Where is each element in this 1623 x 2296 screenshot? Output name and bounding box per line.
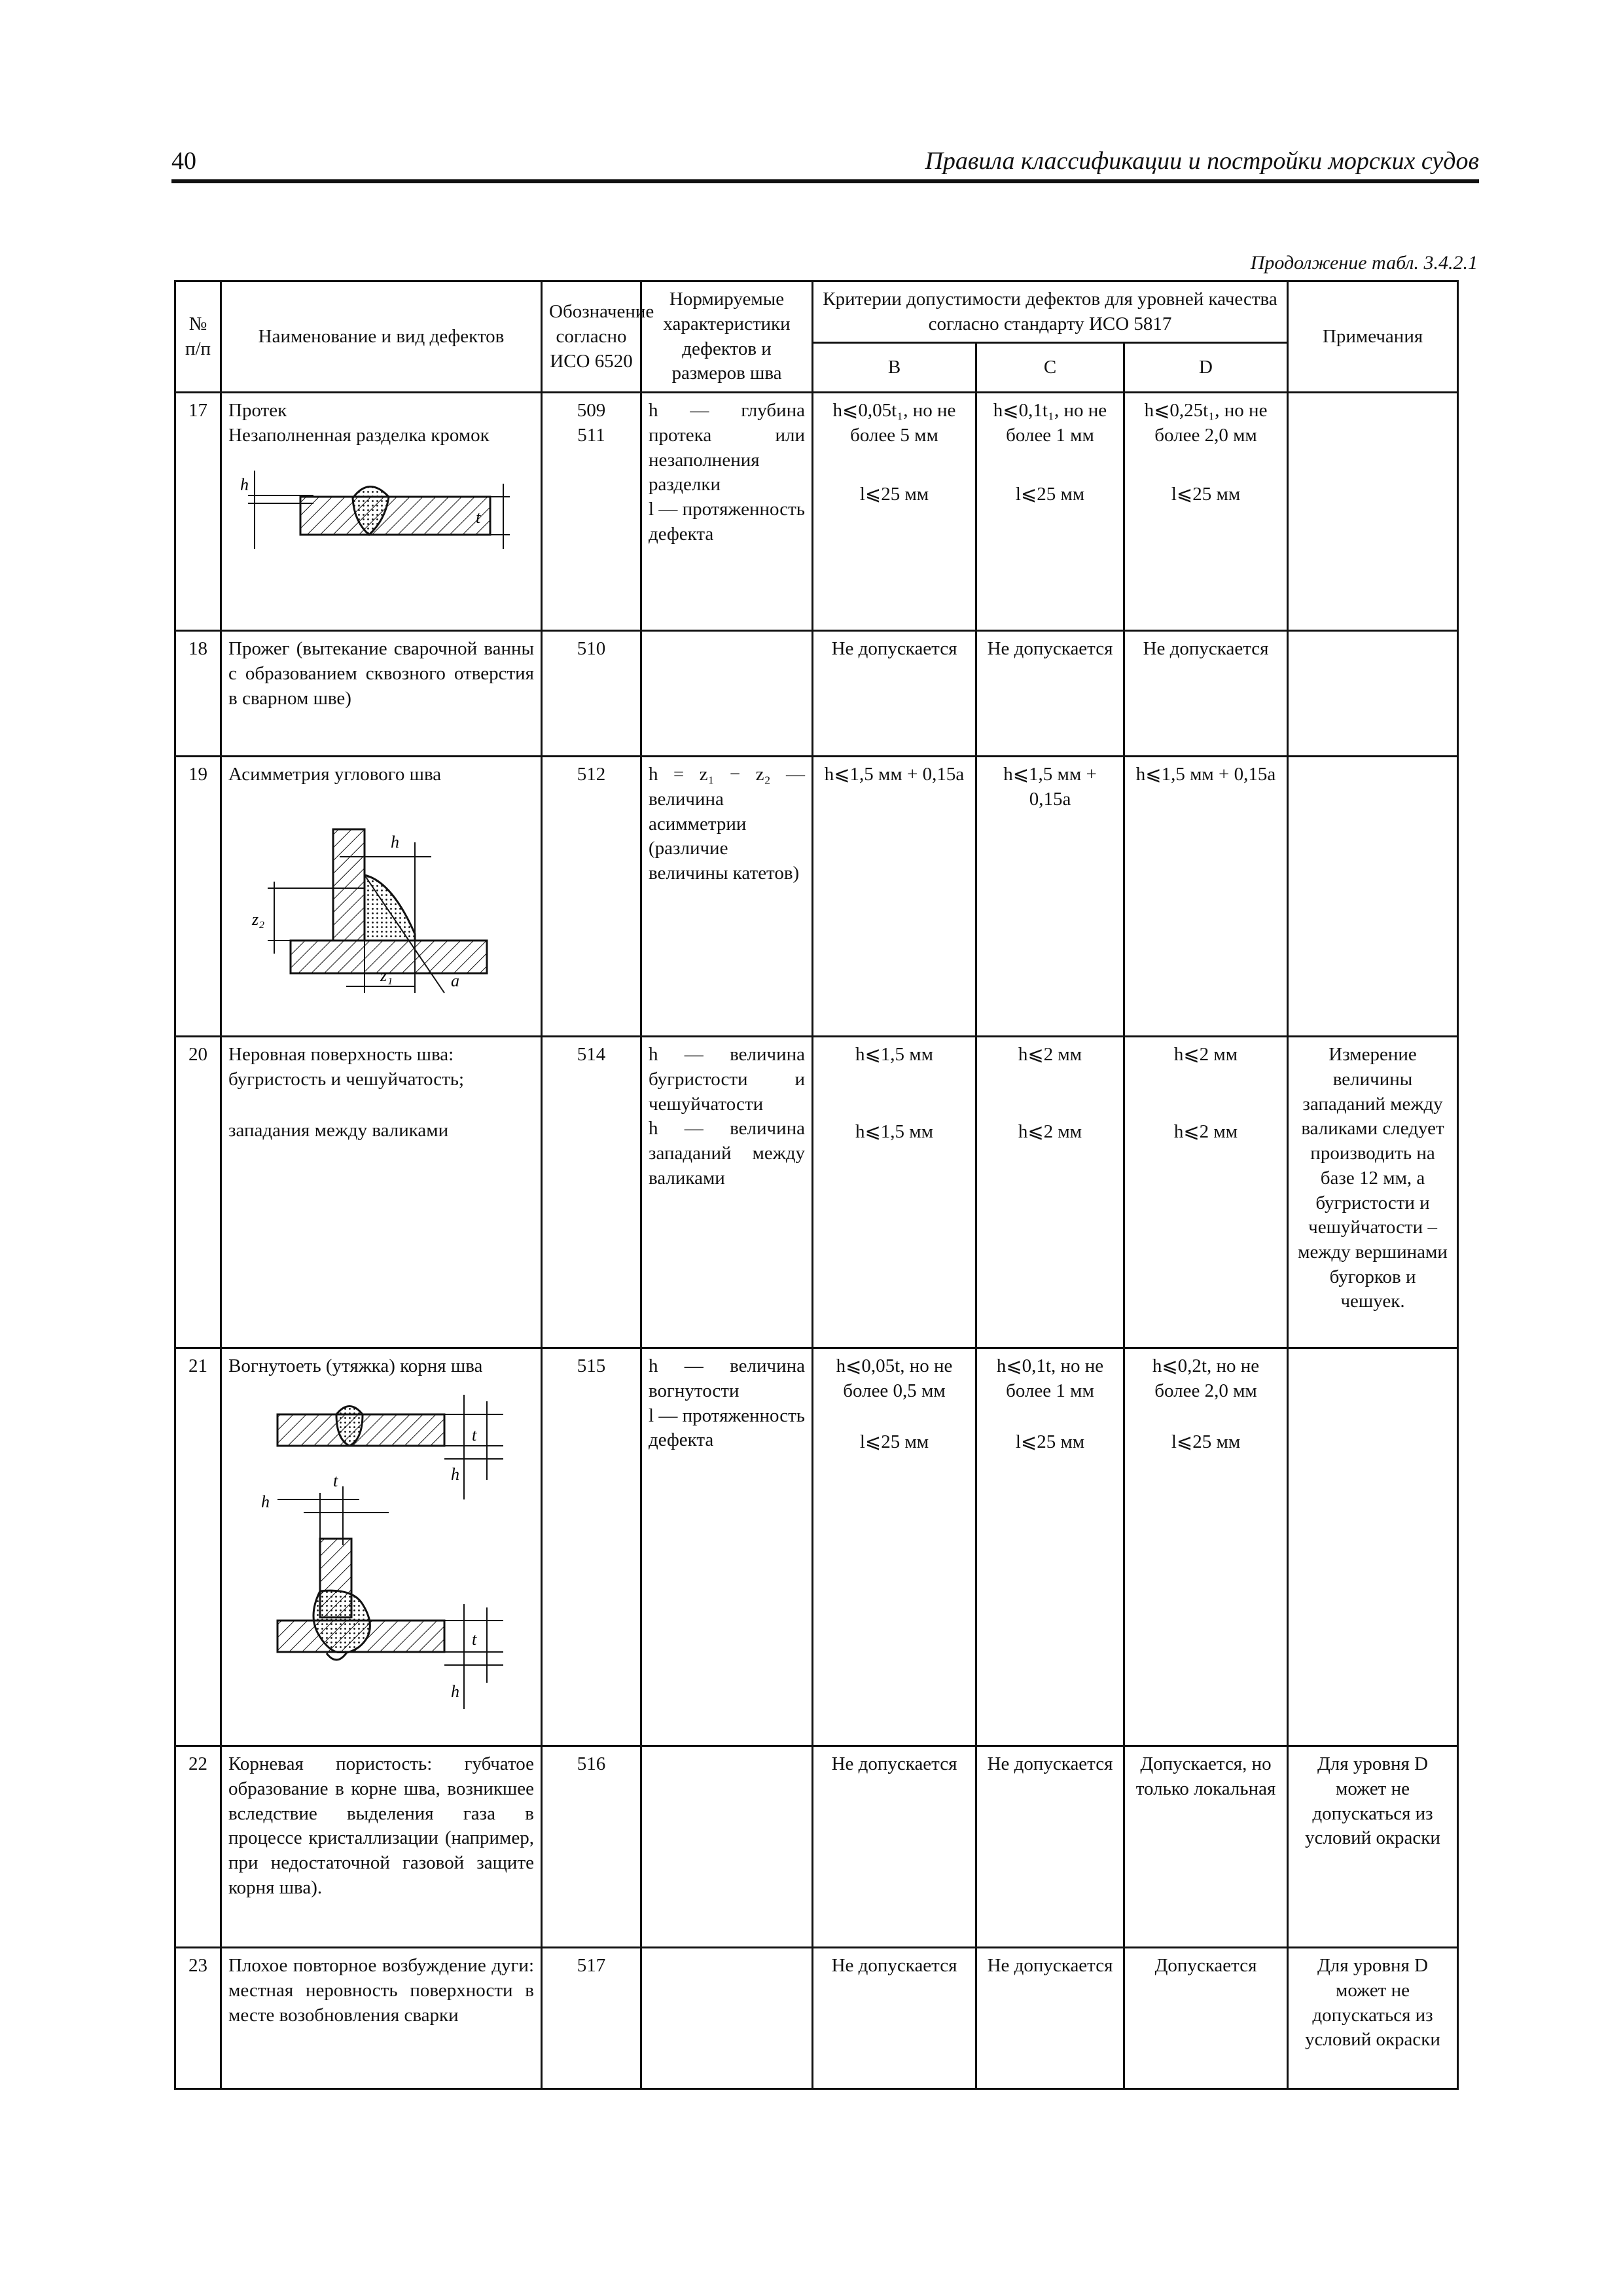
defect-name-cell (221, 757, 542, 1037)
designation-code: 511 (577, 425, 605, 446)
criterion-text: Не допускается (813, 631, 976, 757)
criterion-text: h⩽2 мм (1018, 1121, 1082, 1143)
characteristics-cell (641, 1037, 813, 1348)
level-d-cell (1124, 1037, 1288, 1348)
note-text: Для уровня D может не допускаться из условий окраски (1288, 1746, 1458, 1948)
level-b-cell (813, 1037, 976, 1348)
characteristics-cell (641, 1348, 813, 1746)
criterion-text: l⩽25 мм (1171, 483, 1241, 505)
row-number: 17 (175, 393, 221, 631)
designation-code: 517 (542, 1948, 641, 2089)
col-header-designation: Обозначение согласно ИСО 6520 (542, 281, 641, 393)
fig-label-z1: z₁ (380, 966, 393, 986)
page-number: 40 (171, 147, 196, 175)
table-row-22 (175, 1746, 1458, 1948)
fig-label-t: t (476, 507, 481, 527)
fig-label-a: a (451, 971, 459, 991)
criterion-text: h⩽0,05t, но не более 0,5 мм (836, 1355, 953, 1402)
designation-cell (542, 393, 641, 631)
defect-name-cell (221, 393, 542, 631)
characteristics-cell (641, 1746, 813, 1948)
criterion-text: Не допускается (976, 631, 1124, 757)
col-header-level-c: C (976, 343, 1124, 393)
weld-diagram-root-concavity (228, 1388, 534, 1715)
row-number: 20 (175, 1037, 221, 1348)
criterion-text: l⩽25 мм (1015, 483, 1085, 505)
level-d-cell (1124, 1348, 1288, 1746)
defect-name: Незаполненная разделка кромок (228, 425, 490, 446)
page-header (171, 139, 1479, 183)
characteristic-text: h = z₁ − z₂ — величина асимметрии (различие величины катетов) (641, 757, 813, 1037)
designation-code: 516 (542, 1746, 641, 1948)
level-c-cell (976, 1348, 1124, 1746)
designation-code: 512 (542, 757, 641, 1037)
criterion-text: h⩽2 мм (1018, 1044, 1082, 1066)
criterion-text: l⩽25 мм (859, 483, 929, 505)
criterion-text: Допускается (1124, 1948, 1288, 2089)
criterion-text: Допускается, но только локальная (1124, 1746, 1288, 1948)
characteristic-text: h — величина бугристости и чешуйчатости (649, 1044, 805, 1115)
running-title: Правила классификации и постройки морских судов (925, 147, 1479, 175)
defect-name: Плохое повторное возбуждение дуги: местная неровность поверхности в месте возобновления сварки (221, 1948, 542, 2089)
table-row-21 (175, 1348, 1458, 1746)
fig-label-h: h (261, 1492, 270, 1512)
defect-name: Неровная поверхность шва: бугристость и чешуйчатость; (228, 1044, 465, 1090)
fig-label-t: t (333, 1471, 338, 1491)
col-header-num: № п/п (175, 281, 221, 393)
row-number: 19 (175, 757, 221, 1037)
level-b-cell (813, 393, 976, 631)
row-number: 23 (175, 1948, 221, 2089)
notes-cell (1288, 631, 1458, 757)
defect-name: Асимметрия углового шва (228, 764, 442, 785)
row-number: 18 (175, 631, 221, 757)
designation-code: 509 (577, 400, 606, 422)
characteristic-text: h — величина западаний между валиками (649, 1118, 805, 1189)
criterion-text: h⩽0,2t, но не более 2,0 мм (1152, 1355, 1260, 1402)
fig-label-h: h (240, 475, 249, 494)
criterion-text: h⩽0,25t₁, но не более 2,0 мм (1144, 400, 1268, 446)
defect-name: западания между валиками (228, 1119, 449, 1141)
defect-name-cell (221, 1348, 542, 1746)
fig-label-t: t (472, 1630, 477, 1649)
level-b-cell (813, 1348, 976, 1746)
col-header-level-d: D (1124, 343, 1288, 393)
col-header-characteristics: Нормируемые характеристики дефектов и размеров шва (641, 281, 813, 393)
characteristics-cell (641, 1948, 813, 2089)
criterion-text: Не допускается (976, 1948, 1124, 2089)
notes-cell (1288, 393, 1458, 631)
criterion-text: Не допускается (976, 1746, 1124, 1948)
row-number: 22 (175, 1746, 221, 1948)
characteristics-cell (641, 393, 813, 631)
criterion-text: h⩽0,1t₁, но не более 1 мм (993, 400, 1107, 446)
fig-label-z2: z₂ (252, 910, 265, 929)
note-text: Измерение величины западаний между валиками следует производить на базе 12 мм, а бугристости и чешуйчатости – между вершинами бугорков и чешуек. (1288, 1037, 1458, 1348)
designation-code: 510 (542, 631, 641, 757)
notes-cell (1288, 1348, 1458, 1746)
criterion-text: h⩽1,5 мм + 0,15a (813, 757, 976, 1037)
defect-name: Вогнутоеть (утяжка) корня шва (228, 1355, 483, 1377)
col-header-level-b: B (813, 343, 976, 393)
defect-name: Прожег (вытекание сварочной ванны с образованием сквозного отверстия в сварном шве) (221, 631, 542, 757)
fig-label-t: t (472, 1426, 477, 1445)
criterion-text: Не допускается (813, 1948, 976, 2089)
level-c-cell (976, 393, 1124, 631)
level-d-cell (1124, 393, 1288, 631)
characteristic-text: h — величина вогнутости (649, 1355, 805, 1402)
defect-name: Протек (228, 400, 287, 422)
table-row-23 (175, 1948, 1458, 2089)
criterion-text: Не допускается (813, 1746, 976, 1948)
criterion-text: h⩽1,5 мм + 0,15a (1124, 757, 1288, 1037)
table-row-17 (175, 393, 1458, 631)
characteristic-text: h — глубина протека или незаполнения разделки (649, 400, 805, 495)
defect-name: Корневая пористость: губчатое образование в корне шва, возникшее вследствие выделения газа в процессе кристаллизации (например, при недостаточной газовой защите корня шва). (221, 1746, 542, 1948)
characteristic-text: l — протяженность дефекта (649, 1405, 805, 1451)
criterion-text: h⩽2 мм (1173, 1044, 1238, 1066)
table-row-18 (175, 631, 1458, 757)
note-text: Для уровня D может не допускаться из условий окраски (1288, 1948, 1458, 2089)
criterion-text: Не допускается (1124, 631, 1288, 757)
fig-label-h: h (451, 1465, 459, 1484)
criterion-text: l⩽25 мм (1171, 1431, 1241, 1452)
criterion-text: h⩽1,5 мм (855, 1044, 933, 1066)
criterion-text: l⩽25 мм (1015, 1431, 1085, 1452)
fig-label-h: h (391, 833, 399, 852)
characteristics-cell (641, 631, 813, 757)
criterion-text: h⩽2 мм (1173, 1121, 1238, 1143)
criterion-text: h⩽1,5 мм + 0,15a (976, 757, 1124, 1037)
designation-code: 514 (542, 1037, 641, 1348)
defect-name-cell (221, 1037, 542, 1348)
level-c-cell (976, 1037, 1124, 1348)
col-header-criteria: Критерии допустимости дефектов для уровней качества согласно стандарту ИСО 5817 (813, 281, 1288, 343)
row-number: 21 (175, 1348, 221, 1746)
col-header-name: Наименование и вид дефектов (221, 281, 542, 393)
table-row-20 (175, 1037, 1458, 1348)
notes-cell (1288, 757, 1458, 1037)
table-row-19 (175, 757, 1458, 1037)
defects-table (174, 280, 1459, 2090)
criterion-text: h⩽1,5 мм (855, 1121, 933, 1143)
fig-label-h: h (451, 1682, 459, 1702)
table-continuation-note: Продолжение табл. 3.4.2.1 (1250, 252, 1478, 274)
criterion-text: h⩽0,05t₁, но не более 5 мм (832, 400, 956, 446)
weld-diagram-undercut (228, 457, 534, 556)
characteristic-text: l — протяженность дефекта (649, 499, 805, 545)
designation-code: 515 (542, 1348, 641, 1746)
criterion-text: h⩽0,1t, но не более 1 мм (996, 1355, 1104, 1402)
criterion-text: l⩽25 мм (859, 1431, 929, 1452)
weld-diagram-fillet-asymmetry (228, 797, 534, 1006)
col-header-notes: Примечания (1288, 281, 1458, 393)
